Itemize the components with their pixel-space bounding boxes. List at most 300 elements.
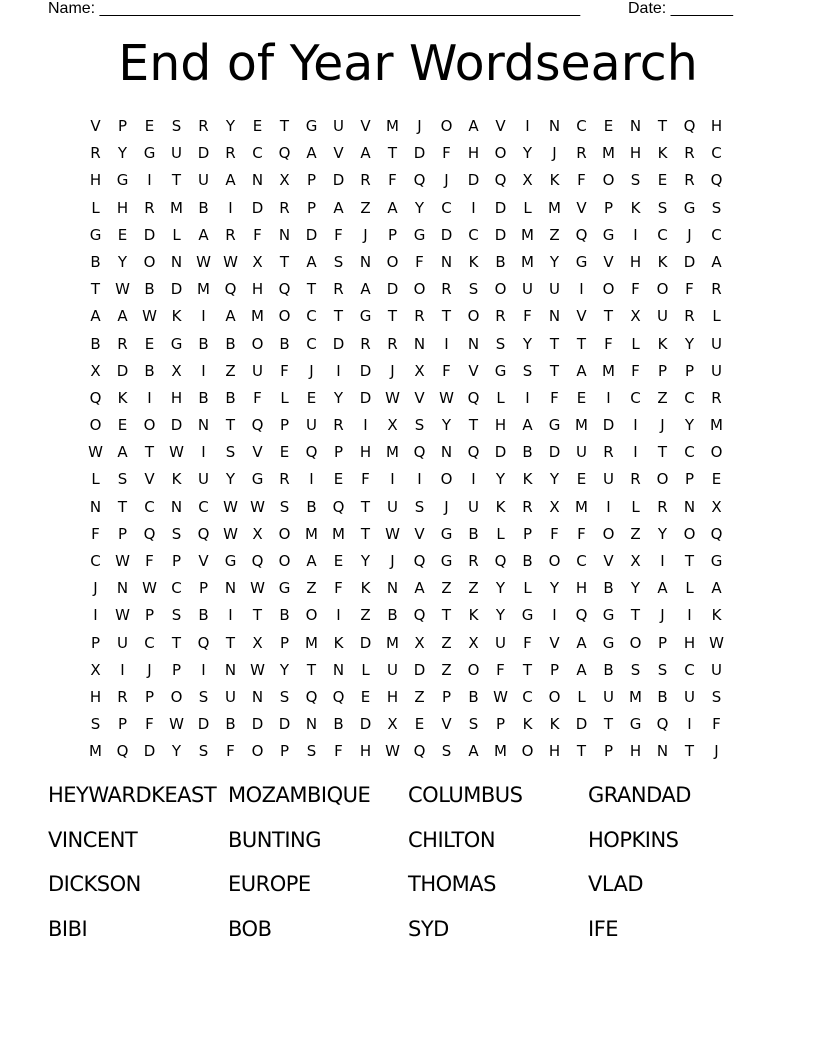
grid-letter: U xyxy=(522,280,533,299)
grid-letter: Y xyxy=(171,742,182,761)
grid-letter: C xyxy=(522,687,533,706)
grid-letter: G xyxy=(143,144,156,163)
grid-letter: Y xyxy=(360,552,371,570)
word-list-item: SYD xyxy=(408,916,449,941)
grid-letter: F xyxy=(523,307,532,326)
grid-letter: O xyxy=(143,416,156,435)
grid-letter: K xyxy=(657,252,668,271)
grid-letter: J xyxy=(309,361,314,380)
grid-letter: O xyxy=(656,280,669,299)
grid-letter: S xyxy=(333,252,344,271)
grid-letter: N xyxy=(467,334,480,353)
grid-letter: D xyxy=(251,715,264,734)
grid-letter: N xyxy=(116,579,129,598)
grid-letter: Q xyxy=(278,280,291,299)
grid-letter: K xyxy=(522,470,533,489)
grid-letter: G xyxy=(683,198,696,217)
grid-letter: V xyxy=(333,144,344,163)
grid-letter: I xyxy=(93,606,98,625)
grid-letter: Q xyxy=(413,443,426,462)
grid-letter: K xyxy=(360,579,371,598)
grid-letter: I xyxy=(147,171,152,190)
word-list-item: THOMAS xyxy=(408,872,496,896)
grid-letter: N xyxy=(197,416,210,435)
grid-letter: D xyxy=(359,715,372,734)
grid-letter: I xyxy=(579,280,584,299)
grid-letter: J xyxy=(444,497,449,516)
grid-letter: R xyxy=(333,280,344,299)
grid-letter: U xyxy=(657,307,668,326)
word-list xyxy=(48,776,768,954)
grid-letter: A xyxy=(387,198,398,217)
grid-letter: S xyxy=(171,524,182,543)
grid-letter: Q xyxy=(251,416,264,435)
grid-letter: C xyxy=(468,225,479,244)
grid-letter: F xyxy=(685,280,694,299)
grid-letter: W xyxy=(385,524,400,543)
grid-letter: S xyxy=(441,742,452,761)
grid-letter: K xyxy=(468,606,479,625)
grid-letter: R xyxy=(414,307,425,326)
grid-letter: T xyxy=(441,606,452,625)
grid-letter: N xyxy=(251,171,264,190)
grid-letter: S xyxy=(117,470,128,489)
grid-letter: Q xyxy=(494,171,507,190)
grid-letter: D xyxy=(359,388,372,407)
grid-letter: U xyxy=(549,280,560,299)
grid-letter: O xyxy=(278,552,291,570)
grid-letter: S xyxy=(414,497,425,516)
grid-letter: B xyxy=(225,334,236,353)
grid-letter: M xyxy=(548,198,561,217)
grid-letter: P xyxy=(117,117,128,135)
grid-letter: O xyxy=(602,171,615,190)
grid-letter: M xyxy=(386,443,399,462)
grid-letter: R xyxy=(90,144,101,163)
grid-letter: R xyxy=(522,497,533,516)
grid-letter: O xyxy=(467,307,480,326)
grid-letter: U xyxy=(171,144,182,163)
grid-letter: M xyxy=(710,416,723,435)
grid-letter: D xyxy=(359,361,372,380)
grid-letter: B xyxy=(603,579,614,598)
grid-letter: G xyxy=(602,606,615,625)
grid-letter: X xyxy=(414,361,425,380)
grid-letter: E xyxy=(657,171,668,190)
grid-letter: Z xyxy=(441,579,452,598)
grid-letter: U xyxy=(333,117,344,135)
grid-letter: O xyxy=(494,280,507,299)
grid-letter: N xyxy=(629,117,642,135)
grid-letter: N xyxy=(170,252,183,271)
grid-letter: L xyxy=(172,225,181,244)
grid-letter: R xyxy=(630,470,641,489)
grid-letter: E xyxy=(360,687,371,706)
grid-letter: D xyxy=(494,198,507,217)
word-list-item: HEYWARDKEAST xyxy=(48,783,217,807)
grid-letter: M xyxy=(332,524,345,543)
grid-letter: F xyxy=(253,388,262,407)
grid-letter: H xyxy=(710,117,723,135)
grid-letter: Y xyxy=(279,660,290,679)
grid-letter: K xyxy=(171,307,182,326)
grid-letter: Q xyxy=(494,552,507,570)
grid-letter: W xyxy=(142,579,157,598)
grid-letter: R xyxy=(711,388,722,407)
grid-letter: A xyxy=(468,117,479,135)
grid-letter: D xyxy=(494,225,507,244)
grid-letter: A xyxy=(306,552,317,570)
grid-letter: O xyxy=(467,660,480,679)
grid-letter: P xyxy=(279,416,290,435)
grid-letter: M xyxy=(305,633,318,652)
grid-letter: C xyxy=(630,388,641,407)
grid-letter: Y xyxy=(522,144,533,163)
grid-letter: P xyxy=(387,225,398,244)
grid-letter: F xyxy=(550,388,559,407)
grid-letter: K xyxy=(333,633,344,652)
grid-letter: X xyxy=(279,171,290,190)
grid-letter: Q xyxy=(143,524,156,543)
grid-letter: E xyxy=(279,443,290,462)
grid-letter: I xyxy=(363,416,368,435)
grid-letter: Z xyxy=(441,633,452,652)
grid-letter: F xyxy=(577,524,586,543)
grid-letter: O xyxy=(494,144,507,163)
grid-letter: D xyxy=(494,443,507,462)
grid-letter: V xyxy=(576,198,587,217)
grid-letter: X xyxy=(468,633,479,652)
grid-letter: A xyxy=(711,252,722,271)
grid-letter: H xyxy=(359,742,372,761)
grid-letter: T xyxy=(603,307,614,326)
grid-letter: B xyxy=(198,606,209,625)
grid-letter: H xyxy=(629,742,642,761)
grid-letter: O xyxy=(440,470,453,489)
grid-letter: S xyxy=(306,742,317,761)
grid-letter: Q xyxy=(197,633,210,652)
grid-letter: O xyxy=(548,552,561,570)
grid-letter: Y xyxy=(684,416,695,435)
grid-letter: T xyxy=(657,117,668,135)
grid-letter: X xyxy=(711,497,722,516)
grid-letter: C xyxy=(198,497,209,516)
grid-letter: U xyxy=(711,660,722,679)
grid-letter: V xyxy=(198,552,209,570)
grid-letter: Y xyxy=(441,416,452,435)
grid-letter: I xyxy=(120,660,125,679)
grid-letter: O xyxy=(305,606,318,625)
grid-letter: E xyxy=(144,334,155,353)
grid-letter: Z xyxy=(630,524,641,543)
grid-letter: I xyxy=(390,470,395,489)
grid-letter: W xyxy=(115,280,130,299)
grid-letter: K xyxy=(711,606,722,625)
grid-letter: P xyxy=(279,742,290,761)
grid-letter: B xyxy=(279,334,290,353)
grid-letter: W xyxy=(169,443,184,462)
page-title: End of Year Wordsearch xyxy=(118,35,698,92)
grid-letter: Q xyxy=(89,388,102,407)
grid-letter: N xyxy=(413,334,426,353)
grid-letter: I xyxy=(336,361,341,380)
grid-letter: B xyxy=(387,606,398,625)
grid-letter: L xyxy=(577,687,586,706)
grid-letter: Q xyxy=(683,117,696,135)
grid-letter: N xyxy=(548,117,561,135)
grid-letter: T xyxy=(171,633,182,652)
grid-letter: G xyxy=(305,117,318,135)
grid-letter: G xyxy=(575,252,588,271)
grid-letter: K xyxy=(549,715,560,734)
grid-letter: S xyxy=(522,361,533,380)
grid-letter: K xyxy=(495,497,506,516)
grid-letter: D xyxy=(548,443,561,462)
grid-letter: Q xyxy=(116,742,129,761)
grid-letter: I xyxy=(444,334,449,353)
grid-letter: F xyxy=(712,715,721,734)
grid-letter: A xyxy=(225,171,236,190)
grid-letter: I xyxy=(552,606,557,625)
grid-letter: H xyxy=(170,388,183,407)
grid-letter: U xyxy=(198,171,209,190)
grid-letter: S xyxy=(711,198,722,217)
grid-letter: Q xyxy=(710,524,723,543)
grid-letter: Q xyxy=(224,280,237,299)
grid-letter: H xyxy=(494,416,507,435)
grid-letter: M xyxy=(386,633,399,652)
grid-letter: G xyxy=(710,552,723,570)
grid-letter: F xyxy=(91,524,100,543)
grid-letter: G xyxy=(602,225,615,244)
grid-letter: A xyxy=(576,633,587,652)
grid-letter: P xyxy=(144,606,155,625)
grid-letter: F xyxy=(442,144,451,163)
grid-letter: R xyxy=(468,552,479,570)
grid-letter: G xyxy=(548,416,561,435)
grid-letter: Y xyxy=(684,334,695,353)
grid-letter: Q xyxy=(413,552,426,570)
grid-letter: T xyxy=(306,280,317,299)
grid-letter: N xyxy=(278,225,291,244)
grid-letter: W xyxy=(142,307,157,326)
grid-letter: H xyxy=(548,742,561,761)
grid-letter: W xyxy=(223,497,238,516)
grid-letter: I xyxy=(471,198,476,217)
grid-letter: Z xyxy=(225,361,236,380)
grid-letter: N xyxy=(251,687,264,706)
grid-letter: L xyxy=(712,307,721,326)
grid-letter: M xyxy=(386,117,399,135)
grid-letter: T xyxy=(171,171,182,190)
word-list-item: EUROPE xyxy=(228,872,311,896)
grid-letter: R xyxy=(711,280,722,299)
grid-letter: R xyxy=(603,443,614,462)
grid-letter: C xyxy=(684,443,695,462)
grid-letter: R xyxy=(657,497,668,516)
grid-letter: U xyxy=(198,470,209,489)
grid-letter: P xyxy=(603,198,614,217)
grid-letter: T xyxy=(90,280,101,299)
grid-letter: R xyxy=(576,144,587,163)
grid-letter: P xyxy=(306,198,317,217)
grid-letter: R xyxy=(117,334,128,353)
grid-letter: Q xyxy=(305,687,318,706)
grid-letter: F xyxy=(604,334,613,353)
grid-letter: I xyxy=(471,470,476,489)
grid-letter: N xyxy=(386,579,399,598)
grid-letter: X xyxy=(387,715,398,734)
grid-letter: W xyxy=(115,606,130,625)
grid-letter: X xyxy=(549,497,560,516)
grid-letter: Y xyxy=(495,470,506,489)
grid-letter: Y xyxy=(549,470,560,489)
grid-letter: T xyxy=(522,660,533,679)
grid-letter: P xyxy=(279,633,290,652)
grid-letter: C xyxy=(684,660,695,679)
grid-letter: N xyxy=(440,443,453,462)
grid-letter: N xyxy=(89,497,102,516)
grid-letter: F xyxy=(226,742,235,761)
grid-letter: L xyxy=(280,388,289,407)
grid-letter: P xyxy=(117,715,128,734)
grid-letter: G xyxy=(629,715,642,734)
grid-letter: F xyxy=(577,171,586,190)
grid-letter: U xyxy=(603,470,614,489)
grid-letter: T xyxy=(387,307,398,326)
grid-letter: R xyxy=(225,225,236,244)
grid-letter: J xyxy=(552,144,557,163)
grid-letter: Y xyxy=(117,252,128,271)
grid-letter: M xyxy=(629,687,642,706)
grid-letter: D xyxy=(332,171,345,190)
grid-letter: O xyxy=(548,687,561,706)
grid-letter: D xyxy=(116,361,129,380)
grid-letter: P xyxy=(549,660,560,679)
grid-letter: M xyxy=(494,742,507,761)
grid-letter: T xyxy=(225,416,236,435)
grid-letter: W xyxy=(385,742,400,761)
word-list-item: MOZAMBIQUE xyxy=(228,783,371,807)
grid-letter: I xyxy=(606,497,611,516)
grid-letter: Y xyxy=(549,579,560,598)
grid-letter: X xyxy=(387,416,398,435)
grid-letter: A xyxy=(468,742,479,761)
grid-letter: V xyxy=(360,117,371,135)
grid-letter: X xyxy=(90,361,101,380)
grid-letter: R xyxy=(279,198,290,217)
grid-letter: P xyxy=(90,633,101,652)
grid-letter: I xyxy=(660,552,665,570)
grid-letter: Z xyxy=(441,660,452,679)
grid-letter: Q xyxy=(305,443,318,462)
grid-letter: N xyxy=(656,742,669,761)
grid-letter: L xyxy=(496,524,505,543)
grid-letter: L xyxy=(496,388,505,407)
grid-letter: N xyxy=(170,497,183,516)
grid-letter: G xyxy=(116,171,129,190)
grid-letter: R xyxy=(684,144,695,163)
grid-letter: G xyxy=(224,552,237,570)
grid-letter: P xyxy=(171,552,182,570)
grid-letter: J xyxy=(363,225,368,244)
grid-letter: T xyxy=(576,742,587,761)
grid-letter: F xyxy=(496,660,505,679)
grid-letter: I xyxy=(309,470,314,489)
grid-letter: I xyxy=(201,361,206,380)
grid-letter: H xyxy=(467,144,480,163)
grid-letter: O xyxy=(629,633,642,652)
grid-letter: W xyxy=(439,388,454,407)
grid-letter: J xyxy=(714,742,719,761)
grid-letter: T xyxy=(252,606,263,625)
grid-letter: W xyxy=(250,660,265,679)
grid-letter: E xyxy=(711,470,722,489)
grid-letter: U xyxy=(576,443,587,462)
grid-letter: D xyxy=(413,660,426,679)
grid-letter: C xyxy=(576,117,587,135)
grid-letter: H xyxy=(89,687,102,706)
grid-letter: U xyxy=(495,633,506,652)
grid-letter: Q xyxy=(467,443,480,462)
grid-letter: Q xyxy=(413,742,426,761)
grid-letter: G xyxy=(359,307,372,326)
grid-letter: E xyxy=(306,388,317,407)
grid-letter: O xyxy=(521,742,534,761)
grid-letter: V xyxy=(441,715,452,734)
word-list-item: BOB xyxy=(228,916,272,941)
grid-letter: O xyxy=(278,307,291,326)
grid-letter: I xyxy=(525,117,530,135)
grid-letter: D xyxy=(143,225,156,244)
grid-letter: J xyxy=(444,171,449,190)
grid-letter: Y xyxy=(333,388,344,407)
grid-letter: S xyxy=(279,687,290,706)
grid-letter: F xyxy=(550,524,559,543)
grid-letter: S xyxy=(171,606,182,625)
grid-letter: S xyxy=(90,715,101,734)
grid-letter: U xyxy=(306,416,317,435)
grid-letter: O xyxy=(602,524,615,543)
grid-letter: T xyxy=(576,334,587,353)
grid-letter: Q xyxy=(197,524,210,543)
grid-letter: U xyxy=(225,687,236,706)
grid-letter: V xyxy=(603,552,614,570)
grid-letter: N xyxy=(440,252,453,271)
grid-letter: E xyxy=(117,225,128,244)
grid-letter: S xyxy=(198,742,209,761)
grid-letter: F xyxy=(334,579,343,598)
grid-letter: X xyxy=(630,307,641,326)
grid-letter: M xyxy=(197,280,210,299)
grid-letter: D xyxy=(170,280,183,299)
grid-letter: O xyxy=(143,252,156,271)
grid-letter: M xyxy=(602,144,615,163)
grid-letter: R xyxy=(495,307,506,326)
grid-letter: L xyxy=(91,470,100,489)
grid-letter: D xyxy=(602,416,615,435)
grid-letter: F xyxy=(280,361,289,380)
grid-letter: J xyxy=(390,361,395,380)
grid-letter: O xyxy=(440,117,453,135)
grid-letter: Z xyxy=(414,687,425,706)
grid-letter: O xyxy=(251,742,264,761)
grid-letter: G xyxy=(440,552,453,570)
grid-letter: L xyxy=(631,334,640,353)
grid-letter: U xyxy=(603,687,614,706)
grid-letter: T xyxy=(603,715,614,734)
grid-letter: S xyxy=(225,443,236,462)
